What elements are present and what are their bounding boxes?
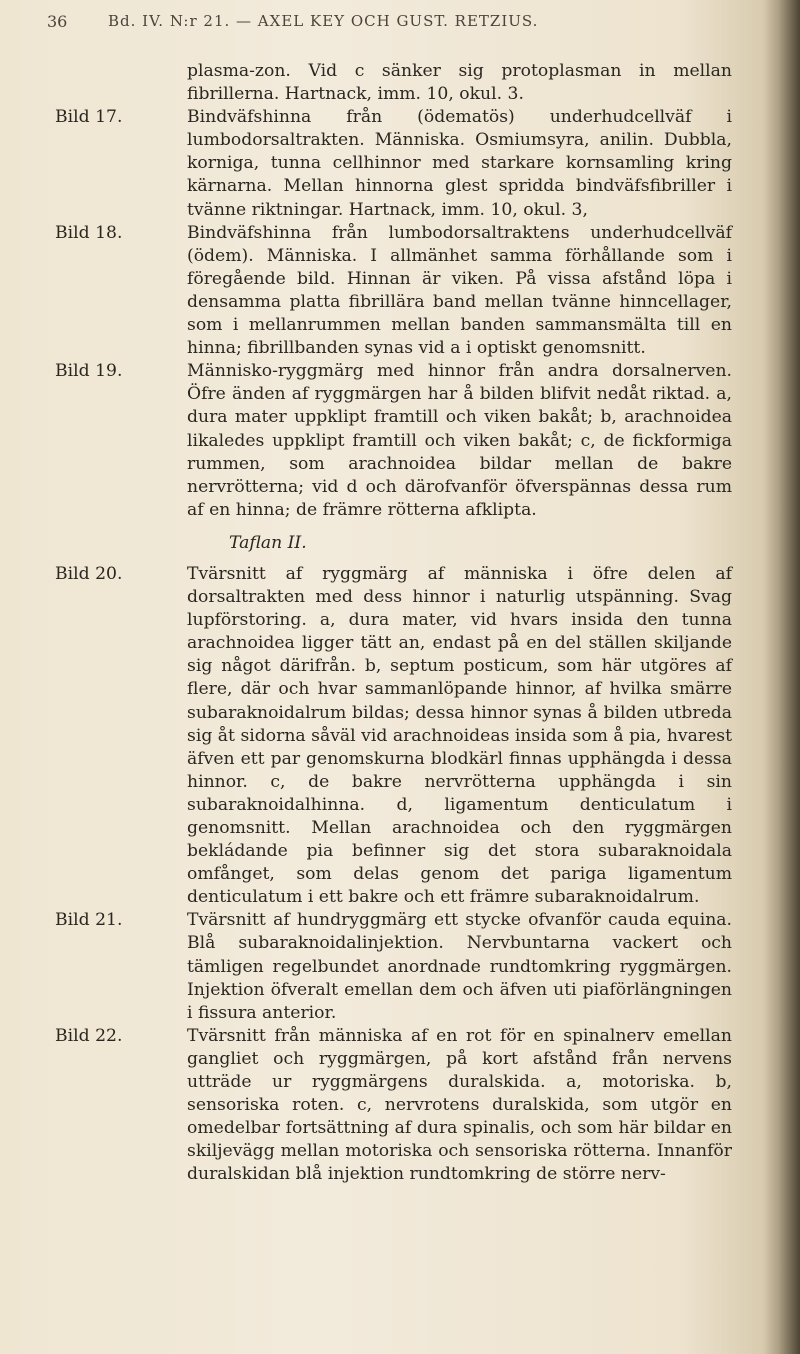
page-number: 36 [47, 12, 68, 31]
entry-text: Tvärsnitt af hundryggmärg ett stycke ofvanför cauda equina. Blå subaraknoidalinjektion. Nervbuntarna vackert och tämligen regelbundet anordnade rundtomkring ryggmärgen. Injektion öfveralt emellan dem och äfven uti piaförlängningen i fissura anterior. [187, 910, 732, 1023]
entry-label: Bild 20. [55, 563, 123, 584]
entry-label: Bild 21. [55, 910, 123, 931]
entry-label: Bild 19. [55, 361, 123, 382]
entry-label: Bild 17. [55, 107, 123, 128]
continued-paragraph: plasma-zon. Vid c sänker sig protoplasman in mellan fibrillerna. Hartnack, imm. 10, okul. 3. [187, 61, 732, 105]
entry-bild-21 [0, 909, 800, 1024]
entry-text: Tvärsnitt af ryggmärg af människa i öfre delen af dorsaltrakten med dess hinnor i naturlig utspänning. Svag lupförstoring. a, dura mater, vid hvars insida den tunna arachnoidea ligger tätt an, endast på en del ställen skiljande sig något därifrån. b, septum posticum, som här utgöres af flere, där och hvar sammanlöpande hinnor, af hvilka smärre subaraknoidalrum bildas; dessa hinnor synas å bilden utbreda sig åt sidorna såväl vid arachnoideas insida som å pia, hvarest äfven ett par genomskurna blodkärl finnas upphängda i dessa hinnor. c, de bakre nervrötterna upphängda i sin subaraknoidalhinna. d, ligamentum denticulatum i genomsnitt. Mellan arachnoidea och den ryggmärgen bekládande pia befinner sig det stora subaraknoidala omfånget, som delas genom det pariga ligamentum denticulatum i ett bakre och ett främre subaraknoidalrum. [187, 563, 732, 908]
entry-text: Bindväfshinna från lumbodorsaltraktens underhudcellväf (ödem). Människa. I allmänhet samma förhållande som i föregående bild. Hinnan är viken. På vissa afstånd löpa i densamma platta fibrillära band mellan tvänne hinncellager, som i mellanrummen mellan banden sammansmälta till en hinna; fibrillbanden synas vid a i optiskt genomsnitt. [187, 222, 732, 359]
entry-text: Människo-ryggmärg med hinnor från andra dorsalnerven. Öfre änden af ryggmärgen har å bilden blifvit nedåt riktad. a, dura mater uppklipt framtill och viken bakåt; b, arachnoidea likaledes uppklipt framtill och viken bakåt; c, de fickformiga rummen, som arachnoidea bildar mellan de bakre nervrötterna; vid d och därofvanför öfverspännas dessa rum af en hinna; de främre rötterna afklipta. [187, 361, 732, 520]
entry-text: Bindväfshinna från (ödematös) underhudcellväf i lumbodorsaltrakten. Människa. Osmiumsyra, anilin. Dubbla, korniga, tunna cellhinnor med starkare kornsamling kring kärnarna. Mellan hinnorna glest spridda bindväfsfibriller i tvänne riktningar. Hartnack, imm. 10, okul. 3, [187, 107, 732, 220]
entry-label: Bild 18. [55, 222, 123, 243]
entry-text: Tvärsnitt från människa af en rot för en spinalnerv emellan gangliet och ryggmärgen, på kort afstånd från nervens utträde ur ryggmärgens duralskida. a, motoriska. b, sensoriska roten. c, nervrotens duralskida, som utgör en omedelbar fortsättning af dura spinalis, och som här bildar en skiljevägg mellan motoriska och sensoriska rötterna. Innanför duralskidan blå injektion rundtomkring de större nerv- [187, 1025, 732, 1185]
entry-label: Bild 22. [55, 1025, 123, 1046]
running-header: Bd. IV. N:r 21. — AXEL KEY OCH GUST. RETZIUS. [108, 12, 539, 30]
entry-bild-18 [0, 222, 800, 361]
body-text [0, 60, 800, 1187]
entry-bild-22 [0, 1025, 800, 1187]
entry-bild-17 [0, 106, 800, 221]
entry-bild-19 [0, 360, 800, 522]
plate-title: Taflan II. [229, 532, 307, 553]
entry-bild-20 [0, 563, 800, 909]
